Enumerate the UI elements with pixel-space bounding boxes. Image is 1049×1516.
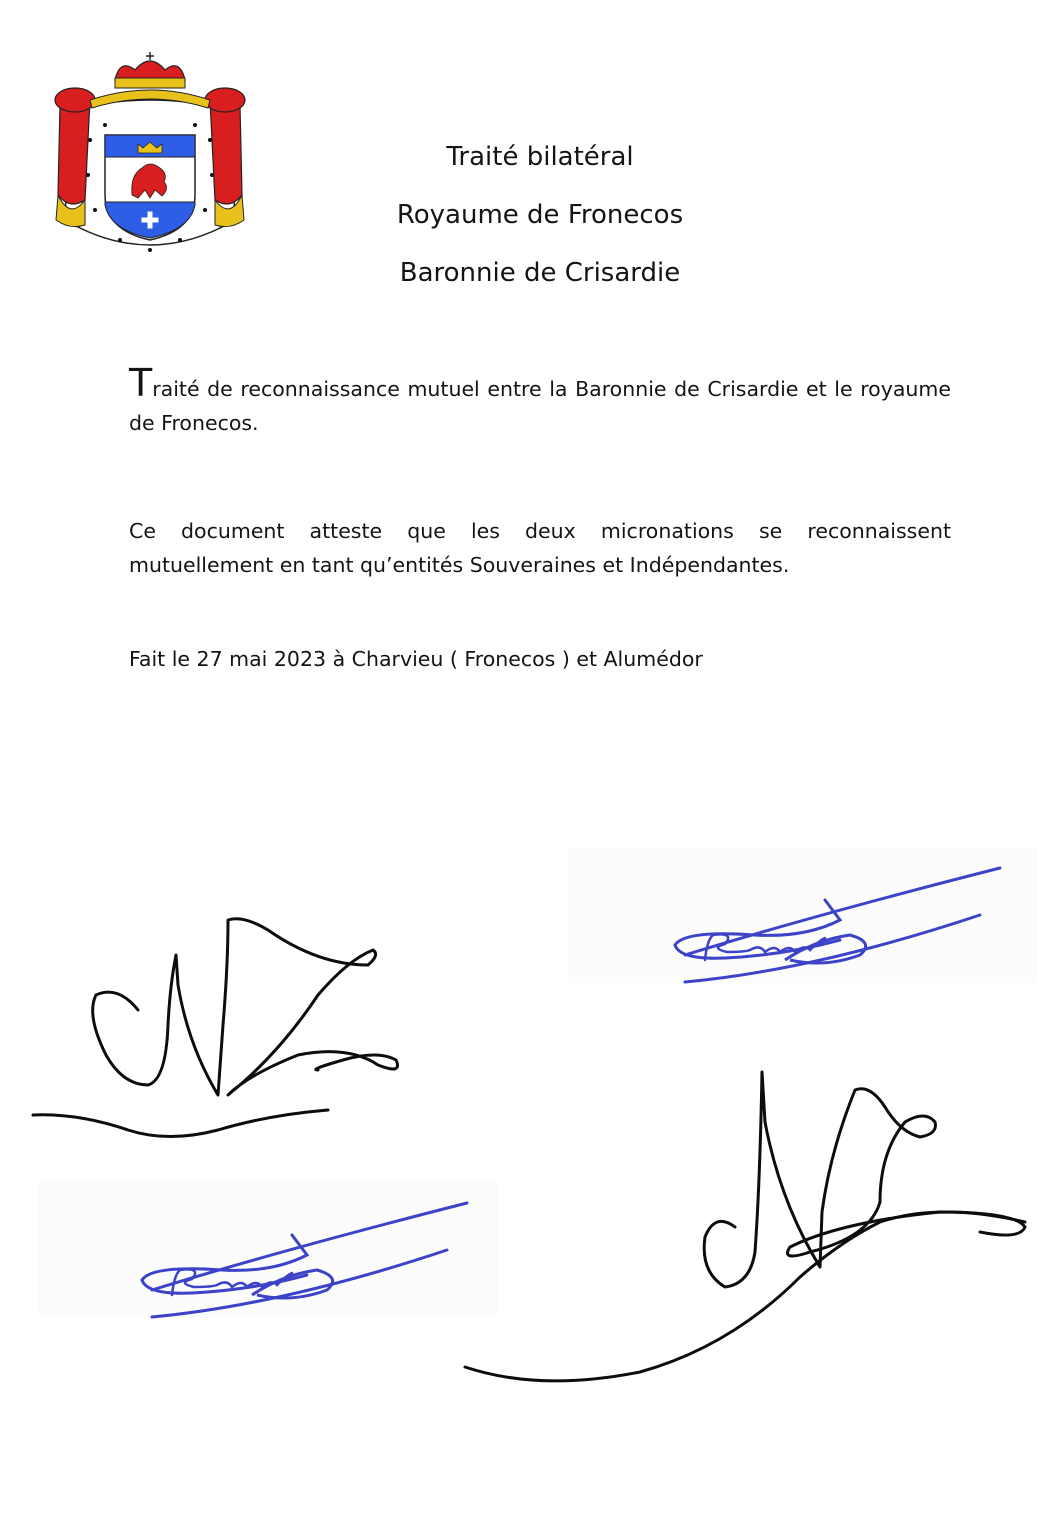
treaty-paragraph [129, 361, 951, 440]
signature-black-right [460, 1062, 1035, 1392]
title-line-3: Baronnie de Crisardie [399, 258, 681, 288]
signature-black-left [28, 905, 418, 1150]
title-line-2: Royaume de Fronecos [396, 200, 684, 230]
coat-of-arms-image [50, 50, 250, 265]
signature-blue-bottom-left [132, 1195, 472, 1330]
signature-blue-top-right [665, 860, 1005, 995]
attestation-paragraph: Ce document atteste que les deux micronations se reconnaissent mutuellement en tant qu’entités Souveraines et Indépendantes. [129, 519, 951, 577]
place-date-line: Fait le 27 mai 2023 à Charvieu ( Fronecos ) et Alumédor [129, 647, 703, 671]
drop-cap: T [129, 361, 153, 405]
treaty-paragraph-text: raité de reconnaissance mutuel entre la Baronnie de Crisardie et le royaume de Fronecos. [129, 377, 951, 435]
document-title [330, 128, 750, 302]
title-line-1: Traité bilatéral [446, 142, 634, 172]
